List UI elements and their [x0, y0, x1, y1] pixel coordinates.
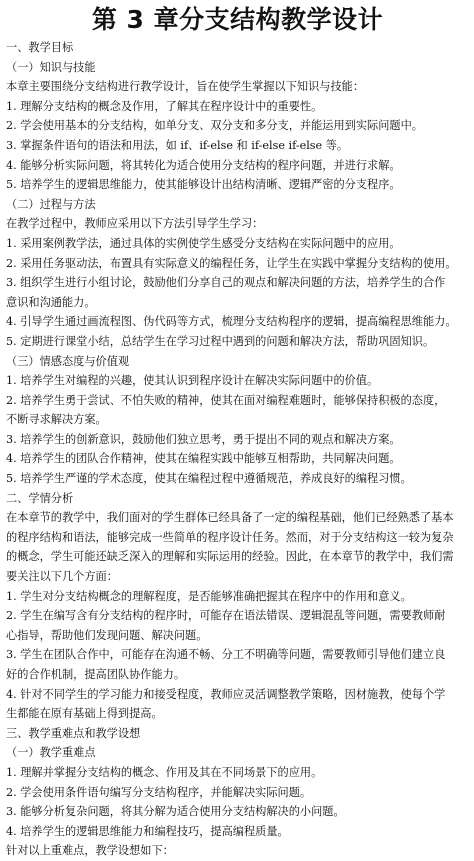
text-line: 2. 学会使用条件语句编写分支结构程序，并能解决实际问题。: [6, 785, 312, 799]
text-line: 4. 引导学生通过画流程图、伪代码等方式，梳理分支结构程序的逻辑，提高编程思维能力。: [6, 315, 457, 329]
text-line: 好的合作机制，提高团队协作能力。: [6, 668, 186, 681]
text-line: 5. 定期进行课堂小结，总结学生在学习过程中遇到的问题和解决方法，帮助巩固知识。: [6, 334, 435, 348]
text-line: （一）教学重难点: [6, 746, 96, 760]
text-line: 3. 能够分析复杂问题，将其分解为适合使用分支结构解决的小问题。: [6, 805, 345, 819]
page-title: 第 3 章分支结构教学设计: [91, 5, 384, 34]
text-line: 4. 针对不同学生的学习能力和接受程度，教师应灵活调整教学策略，因材施教，使每个学: [6, 687, 446, 701]
text-line: 3. 组织学生进行小组讨论，鼓励他们分享自己的观点和解决问题的方法，培养学生的合作: [6, 276, 446, 290]
text-line: 意识和沟通能力。: [6, 295, 96, 309]
text-line: 4. 能够分析实际问题，将其转化为适合使用分支结构的程序问题，并进行求解。: [6, 158, 401, 172]
text-line: 三、教学重难点和教学设想: [6, 726, 141, 740]
text-line: 2. 采用任务驱动法，布置具有实际意义的编程任务，让学生在实践中掌握分支结构的使用。: [6, 256, 457, 270]
text-line: 要关注以下几个方面：: [6, 570, 118, 584]
text-line: 3. 学生在团队合作中，可能存在沟通不畅、分工不明确等问题，需要教师引导他们建立良: [6, 648, 446, 662]
text-line: 1. 学生对分支结构概念的理解程度，是否能够准确把握其在程序中的作用和意义。: [6, 589, 412, 603]
text-line: 的程序结构和语法，能够完成一些简单的程序设计任务。然而，对于分支结构这一较为复杂: [6, 530, 454, 544]
text-line: 的概念，学生可能还缺乏深入的理解和实际运用的经验。因此，在本章节的教学中，我们需: [6, 550, 454, 564]
document-body: [6, 38, 469, 861]
text-line: 2. 学会使用基本的分支结构，如单分支、双分支和多分支，并能运用到实际问题中。: [6, 119, 423, 133]
text-line: 1. 理解并掌握分支结构的概念、作用及其在不同场景下的应用。: [6, 765, 323, 779]
text-line: 本章主要围绕分支结构进行教学设计，旨在使学生掌握以下知识与技能：: [6, 80, 365, 94]
text-line: 二、学情分析: [6, 491, 74, 505]
text-line: （二）过程与方法: [6, 197, 96, 211]
text-line: 3. 培养学生的创新意识，鼓励他们独立思考，勇于提出不同的观点和解决方案。: [6, 432, 401, 446]
text-line: 在教学过程中，教师应采用以下方法引导学生学习：: [6, 217, 264, 231]
text-line: 1. 理解分支结构的概念及作用，了解其在程序设计中的重要性。: [6, 99, 323, 113]
text-line: 5. 培养学生的逻辑思维能力，使其能够设计出结构清晰、逻辑严密的分支程序。: [6, 178, 401, 192]
text-line: 针对以上重难点，教学设想如下：: [6, 844, 174, 858]
text-line: 心指导，帮助他们发现问题、解决问题。: [6, 628, 208, 642]
text-line: 5. 培养学生严谨的学术态度，使其在编程过程中遵循规范，养成良好的编程习惯。: [6, 472, 412, 486]
text-line: 生都能在原有基础上得到提高。: [6, 707, 163, 721]
text-line: 一、教学目标: [6, 41, 74, 54]
text-line: 2. 学生在编写含有分支结构的程序时，可能存在语法错误、逻辑混乱等问题，需要教师耐: [6, 609, 446, 623]
text-line: 在本章节的教学中，我们面对的学生群体已经具备了一定的编程基础，他们已经熟悉了基本: [6, 511, 454, 525]
text-line: 1. 采用案例教学法，通过具体的实例使学生感受分支结构在实际问题中的应用。: [6, 236, 401, 250]
text-line: 3. 掌握条件语句的语法和用法，如 if、if-else 和 if-else if-else 等。: [6, 138, 349, 152]
text-line: 2. 培养学生勇于尝试、不怕失败的精神，使其在面对编程难题时，能够保持积极的态度，: [6, 393, 446, 407]
text-line: （三）情感态度与价值观: [6, 354, 130, 368]
text-line: 4. 培养学生的逻辑思维能力和编程技巧，提高编程质量。: [6, 824, 289, 838]
text-line: 4. 培养学生的团队合作精神，使其在编程实践中能够互相帮助，共同解决问题。: [6, 452, 401, 466]
text-line: 不断寻求解决方案。: [6, 413, 107, 427]
text-line: 1. 培养学生对编程的兴趣，使其认识到程序设计在解决实际问题中的价值。: [6, 374, 379, 388]
text-line: （一）知识与技能: [6, 60, 96, 74]
